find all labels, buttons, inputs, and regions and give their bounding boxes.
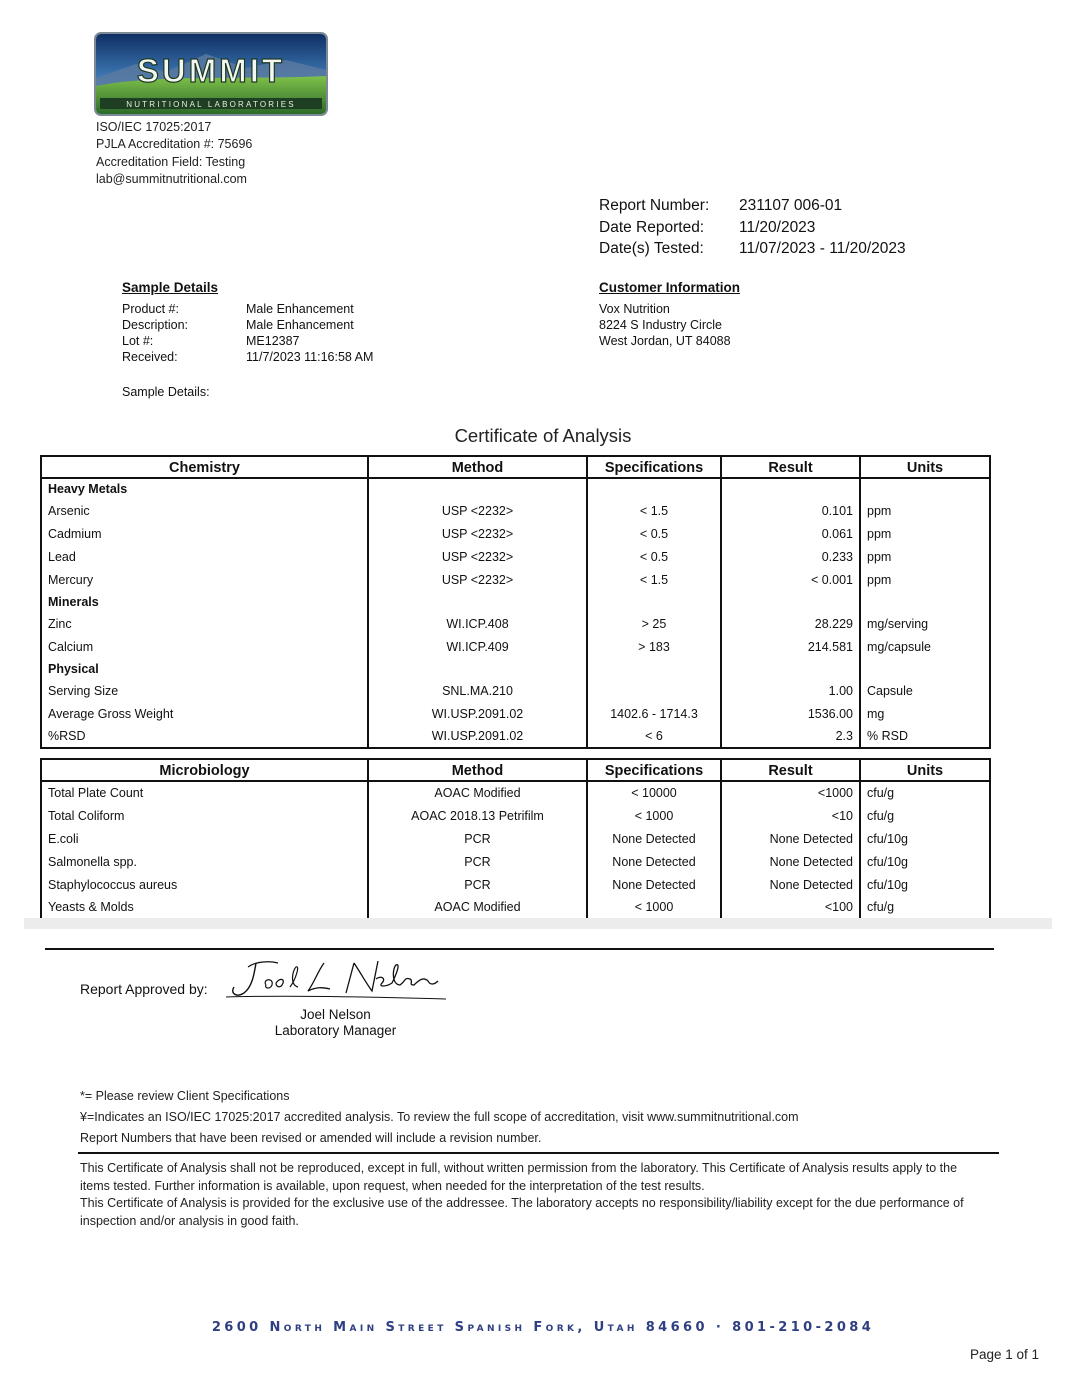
page-number: Page 1 of 1	[969, 1347, 1039, 1362]
separator-band	[24, 918, 1052, 929]
result-cell: None Detected	[721, 827, 860, 850]
units-header: Units	[860, 456, 990, 478]
units-cell: Capsule	[860, 679, 990, 702]
empty-cell	[368, 591, 587, 612]
table-row	[41, 873, 990, 896]
method-cell: PCR	[368, 873, 587, 896]
divider-line	[45, 948, 994, 950]
result-cell: <100	[721, 896, 860, 919]
category-row	[41, 658, 990, 679]
dates-tested-label: Date(s) Tested:	[599, 240, 704, 257]
table-row	[41, 612, 990, 635]
chemistry-table	[40, 455, 991, 749]
table-row	[41, 679, 990, 702]
specification-cell: < 10000	[587, 781, 721, 804]
specification-cell: < 1000	[587, 896, 721, 919]
units-cell: cfu/10g	[860, 873, 990, 896]
result-cell: 1.00	[721, 679, 860, 702]
specification-cell: < 1.5	[587, 499, 721, 522]
empty-cell	[721, 658, 860, 679]
analyte-cell: Staphylococcus aureus	[41, 873, 368, 896]
sample-details	[122, 280, 373, 365]
disclaimer-reproduction: This Certificate of Analysis shall not be reproduced, except in full, without written permission from the laboratory. This Certificate of Analysis results apply to the items tested. Further information is available, upon request, when needed for the interpretation of the test results.	[80, 1161, 958, 1193]
empty-cell	[721, 591, 860, 612]
units-cell: cfu/g	[860, 781, 990, 804]
note-client-specs: *= Please review Client Specifications	[80, 1089, 290, 1103]
analyte-cell: Total Plate Count	[41, 781, 368, 804]
logo-subtitle: NUTRITIONAL LABORATORIES	[126, 100, 296, 109]
customer-address-1: 8224 S Industry Circle	[599, 318, 722, 332]
empty-cell	[587, 658, 721, 679]
description-value: Male Enhancement	[246, 318, 354, 332]
pjla-accreditation: PJLA Accreditation #: 75696	[96, 137, 253, 152]
note-accredited: ¥=Indicates an ISO/IEC 17025:2017 accredited analysis. To review the full scope of accreditation, visit www.summitnutritional.com	[80, 1110, 799, 1124]
method-cell: SNL.MA.210	[368, 679, 587, 702]
result-cell: < 0.001	[721, 568, 860, 591]
signature-image	[226, 957, 451, 1008]
lot-label: Lot #:	[122, 334, 154, 348]
table-row	[41, 827, 990, 850]
notes	[80, 1086, 799, 1149]
method-cell: AOAC 2018.13 Petrifilm	[368, 804, 587, 827]
empty-cell	[587, 591, 721, 612]
specification-cell: < 0.5	[587, 522, 721, 545]
table-row	[41, 781, 990, 804]
table-row	[41, 725, 990, 748]
result-cell: 1536.00	[721, 702, 860, 725]
lot-value: ME12387	[246, 334, 300, 348]
units-cell: % RSD	[860, 725, 990, 748]
table-row	[41, 804, 990, 827]
analyte-cell: Zinc	[41, 612, 368, 635]
units-cell: mg/serving	[860, 612, 990, 635]
specification-cell: > 25	[587, 612, 721, 635]
customer-address-2: West Jordan, UT 84088	[599, 334, 731, 348]
units-cell: cfu/10g	[860, 827, 990, 850]
method-header: Method	[368, 456, 587, 478]
table-row	[41, 499, 990, 522]
result-cell: 2.3	[721, 725, 860, 748]
specification-cell: < 6	[587, 725, 721, 748]
microbiology-table	[40, 758, 991, 920]
method-cell: WI.ICP.408	[368, 612, 587, 635]
dates-tested: 11/07/2023 - 11/20/2023	[739, 240, 906, 257]
method-cell: WI.USP.2091.02	[368, 725, 587, 748]
units-cell: cfu/10g	[860, 850, 990, 873]
table-row	[41, 635, 990, 658]
units-cell: mg	[860, 702, 990, 725]
analyte-cell: Mercury	[41, 568, 368, 591]
units-cell: mg/capsule	[860, 635, 990, 658]
specification-cell: 1402.6 - 1714.3	[587, 702, 721, 725]
product-value: Male Enhancement	[246, 302, 354, 316]
analyte-cell: E.coli	[41, 827, 368, 850]
report-number-label: Report Number:	[599, 197, 710, 214]
product-label: Product #:	[122, 302, 179, 316]
specifications-header: Specifications	[587, 456, 721, 478]
lab-info	[96, 119, 252, 189]
analyte-cell: Lead	[41, 545, 368, 568]
empty-cell	[368, 658, 587, 679]
logo-brand: SUMMIT	[136, 52, 286, 89]
specification-cell: > 183	[587, 635, 721, 658]
description-label: Description:	[122, 318, 188, 332]
result-cell: None Detected	[721, 873, 860, 896]
units-cell: cfu/g	[860, 804, 990, 827]
customer-information	[599, 280, 740, 349]
method-cell: WI.ICP.409	[368, 635, 587, 658]
category-row	[41, 591, 990, 612]
sample-details-label: Sample Details:	[122, 385, 210, 399]
method-cell: WI.USP.2091.02	[368, 702, 587, 725]
result-cell: 214.581	[721, 635, 860, 658]
result-cell: <10	[721, 804, 860, 827]
specification-cell: None Detected	[587, 827, 721, 850]
empty-cell	[860, 658, 990, 679]
method-cell: PCR	[368, 850, 587, 873]
analyte-cell: Serving Size	[41, 679, 368, 702]
customer-info-title: Customer Information	[599, 280, 741, 295]
specification-cell: None Detected	[587, 850, 721, 873]
analyte-cell: %RSD	[41, 725, 368, 748]
microbiology-header: Microbiology	[41, 759, 368, 781]
specification-cell: None Detected	[587, 873, 721, 896]
units-cell: ppm	[860, 545, 990, 568]
specifications-header: Specifications	[587, 759, 721, 781]
table-row	[41, 702, 990, 725]
approved-by-label: Report Approved by:	[80, 981, 208, 997]
analyte-cell: Salmonella spp.	[41, 850, 368, 873]
result-cell: 0.233	[721, 545, 860, 568]
method-cell: AOAC Modified	[368, 781, 587, 804]
method-cell: USP <2232>	[368, 568, 587, 591]
approver	[268, 1007, 403, 1039]
units-cell: ppm	[860, 568, 990, 591]
result-cell: None Detected	[721, 850, 860, 873]
empty-cell	[721, 478, 860, 499]
result-cell: <1000	[721, 781, 860, 804]
disclaimer	[80, 1160, 990, 1230]
empty-cell	[860, 478, 990, 499]
units-cell: ppm	[860, 522, 990, 545]
iso-standard: ISO/IEC 17025:2017	[96, 120, 212, 134]
sample-details-title: Sample Details	[122, 280, 219, 295]
analyte-cell: Arsenic	[41, 499, 368, 522]
analyte-cell: Yeasts & Molds	[41, 896, 368, 919]
method-cell: USP <2232>	[368, 545, 587, 568]
table-row	[41, 896, 990, 919]
date-reported-label: Date Reported:	[599, 218, 705, 236]
result-header: Result	[721, 456, 860, 478]
certificate-title: Certificate of Analysis	[454, 425, 632, 446]
footer-address: 2600 North Main Street Spanish Fork, Utah 84660 · 801-210-2084	[211, 1320, 875, 1335]
category-label: Minerals	[41, 591, 368, 612]
received-value: 11/7/2023 11:16:58 AM	[246, 350, 374, 364]
table-row	[41, 522, 990, 545]
report-meta	[599, 195, 906, 260]
report-number: 231107 006-01	[739, 197, 843, 214]
empty-cell	[368, 478, 587, 499]
divider-line	[78, 1152, 999, 1154]
lab-email[interactable]: lab@summitnutritional.com	[96, 172, 247, 187]
analyte-cell: Total Coliform	[41, 804, 368, 827]
accreditation-field: Accreditation Field: Testing	[96, 154, 246, 169]
note-revision: Report Numbers that have been revised or amended will include a revision number.	[80, 1131, 542, 1145]
method-cell: PCR	[368, 827, 587, 850]
result-cell: 28.229	[721, 612, 860, 635]
method-cell: USP <2232>	[368, 499, 587, 522]
method-header: Method	[368, 759, 587, 781]
approver-title: Laboratory Manager	[274, 1023, 397, 1038]
approver-name: Joel Nelson	[300, 1007, 371, 1022]
category-row	[41, 478, 990, 499]
method-cell: AOAC Modified	[368, 896, 587, 919]
empty-cell	[587, 478, 721, 499]
result-cell: 0.061	[721, 522, 860, 545]
date-reported: 11/20/2023	[739, 218, 816, 236]
units-header: Units	[860, 759, 990, 781]
specification-cell: < 1.5	[587, 568, 721, 591]
empty-cell	[860, 591, 990, 612]
table-row	[41, 545, 990, 568]
specification-cell: < 1000	[587, 804, 721, 827]
received-label: Received:	[122, 350, 178, 364]
chemistry-header: Chemistry	[41, 456, 368, 478]
category-label: Heavy Metals	[41, 478, 368, 499]
table-row	[41, 850, 990, 873]
analyte-cell: Cadmium	[41, 522, 368, 545]
analyte-cell: Average Gross Weight	[41, 702, 368, 725]
result-header: Result	[721, 759, 860, 781]
analyte-cell: Calcium	[41, 635, 368, 658]
units-cell: ppm	[860, 499, 990, 522]
specification-cell	[587, 679, 721, 702]
summit-logo	[94, 32, 328, 116]
units-cell: cfu/g	[860, 896, 990, 919]
result-cell: 0.101	[721, 499, 860, 522]
category-label: Physical	[41, 658, 368, 679]
method-cell: USP <2232>	[368, 522, 587, 545]
disclaimer-liability: This Certificate of Analysis is provided for the exclusive use of the addressee. The laboratory accepts no responsibility/liability except for the due performance of inspection and/or analysis in good faith.	[80, 1196, 964, 1228]
customer-name: Vox Nutrition	[599, 302, 670, 316]
specification-cell: < 0.5	[587, 545, 721, 568]
table-row	[41, 568, 990, 591]
